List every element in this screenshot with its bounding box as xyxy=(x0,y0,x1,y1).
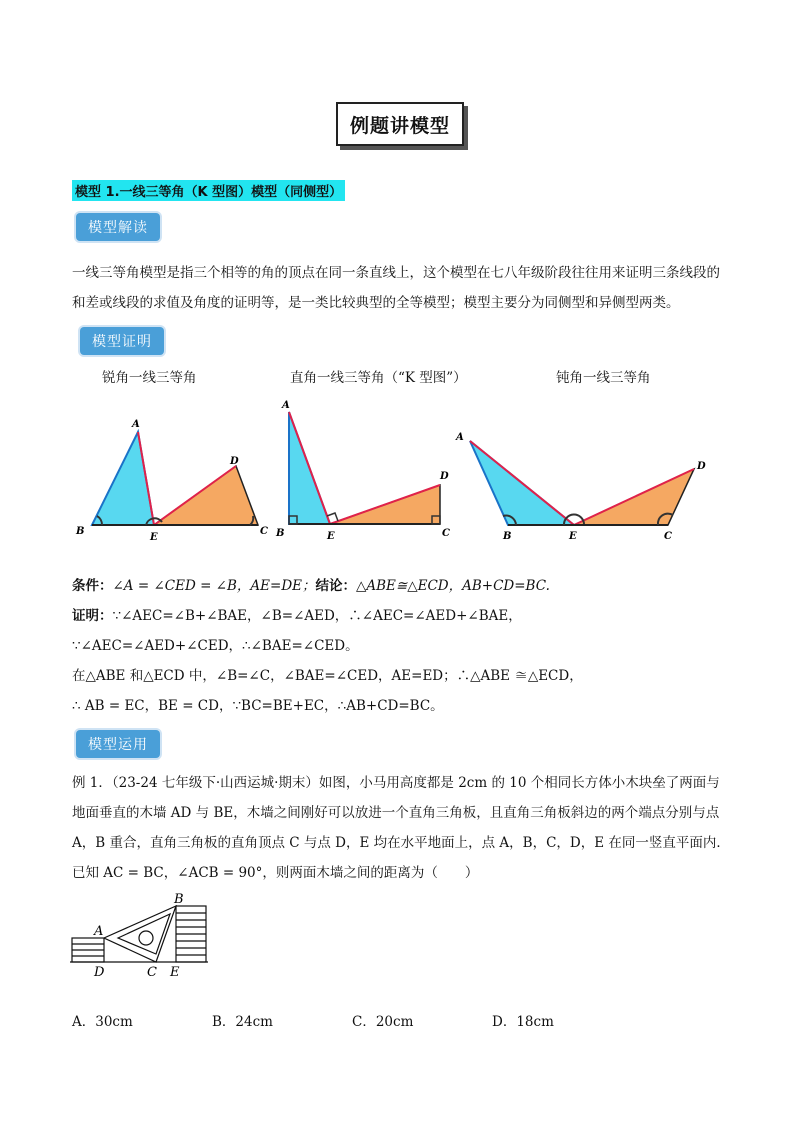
obtuse-label-a: A xyxy=(456,432,464,443)
choice-d[interactable] xyxy=(492,1010,554,1030)
right-figure xyxy=(270,395,460,545)
choice-c[interactable] xyxy=(352,1010,413,1030)
model-heading: 模型 1.一线三等角（K 型图）模型（同侧型） xyxy=(72,180,345,201)
proof-line-1-text: ∵∠AEC=∠B+∠BAE，∠B=∠AED，∴∠AEC=∠AED+∠BAE， xyxy=(112,608,522,624)
caption-right: 直角一线三等角（“K 型图”） xyxy=(290,370,467,386)
conclusion-text: △ABE≅△ECD，AB+CD=BC. xyxy=(356,578,550,594)
acute-label-b: B xyxy=(76,526,85,537)
obtuse-figure xyxy=(450,425,720,545)
proof-line-1 xyxy=(72,604,522,624)
example-text: 例 1．（23-24 七年级下·山西运城·期末）如图，小马用高度都是 2cm 的 10 个相同长方体小木块垒了两面与地面垂直的木墙 AD 与 BE，木墙之间刚好可以放进一个直角三角板，且直角三角板斜边的两个端点分别与点 A，B 重合，直角三角板的直角顶点 C 与点 D，E 均在水平地面上，点 A，B，C，D，E 在同一竖直平面内．已知 AC = BC，∠ACB = 90°，则两面木墙之间的距离为（ ） xyxy=(72,775,730,881)
choice-d-value: 18cm xyxy=(516,1014,554,1030)
proof-label: 证明： xyxy=(72,608,113,624)
right-label-d: D xyxy=(440,471,449,482)
conditions-label: 条件： xyxy=(72,578,113,594)
choice-b-letter: B． xyxy=(212,1014,236,1030)
caption-obtuse: 钝角一线三等角 xyxy=(556,370,651,386)
pill-application: 模型运用 xyxy=(76,730,160,758)
proof-line-3: 在△ABE 和△ECD 中，∠B=∠C，∠BAE=∠CED，AE=ED；∴△ABE ≅△ECD， xyxy=(72,668,583,684)
choice-a-value: 30cm xyxy=(95,1014,133,1030)
acute-label-d: D xyxy=(230,456,239,467)
caption-acute: 锐角一线三等角 xyxy=(102,370,197,386)
choice-b[interactable] xyxy=(212,1010,273,1030)
right-label-b: B xyxy=(276,528,285,539)
obtuse-label-c: C xyxy=(664,531,672,542)
proof-line-4: ∴ AB = EC，BE = CD，∵BC=BE+EC，∴AB+CD=BC。 xyxy=(72,698,444,714)
choice-b-value: 24cm xyxy=(235,1014,273,1030)
right-label-a: A xyxy=(282,400,290,411)
conditions-text: ∠A = ∠CED = ∠B，AE=DE； xyxy=(112,578,316,594)
choice-c-value: 20cm xyxy=(375,1014,414,1030)
acute-figure xyxy=(70,410,280,545)
intro-paragraph: 一线三等角模型是指三个相等的角的顶点在同一条直线上，这个模型在七八年级阶段往往用来证明三条线段的和差或线段的求值及角度的证明等，是一类比较典型的全等模型；模型主要分为同侧型和异侧型两类。 xyxy=(72,265,720,311)
example-label-e: E xyxy=(170,965,180,980)
pill-proof: 模型证明 xyxy=(80,327,164,355)
right-label-e: E xyxy=(327,531,335,542)
acute-label-a: A xyxy=(132,419,140,430)
obtuse-label-b: B xyxy=(503,531,512,542)
choice-c-letter: C． xyxy=(352,1014,376,1030)
choice-a-letter: A． xyxy=(72,1014,96,1030)
right-label-c: C xyxy=(442,528,450,539)
conditions-line xyxy=(72,574,550,594)
choice-d-letter: D． xyxy=(492,1014,517,1030)
choice-a[interactable] xyxy=(72,1010,133,1030)
proof-line-2: ∵∠AEC=∠AED+∠CED，∴∠BAE=∠CED。 xyxy=(72,638,359,654)
pill-interpretation: 模型解读 xyxy=(76,213,160,241)
acute-label-c: C xyxy=(260,526,268,537)
acute-label-e: E xyxy=(150,532,158,543)
example-label-b: B xyxy=(174,892,184,907)
page-title: 例题讲模型 xyxy=(336,102,464,146)
example-label-d: D xyxy=(94,965,105,980)
example-label-c: C xyxy=(147,965,157,980)
example-figure xyxy=(68,890,218,980)
example-label-a: A xyxy=(94,924,104,939)
conclusion-label: 结论： xyxy=(315,578,356,594)
obtuse-label-e: E xyxy=(569,531,577,542)
obtuse-label-d: D xyxy=(697,461,706,472)
